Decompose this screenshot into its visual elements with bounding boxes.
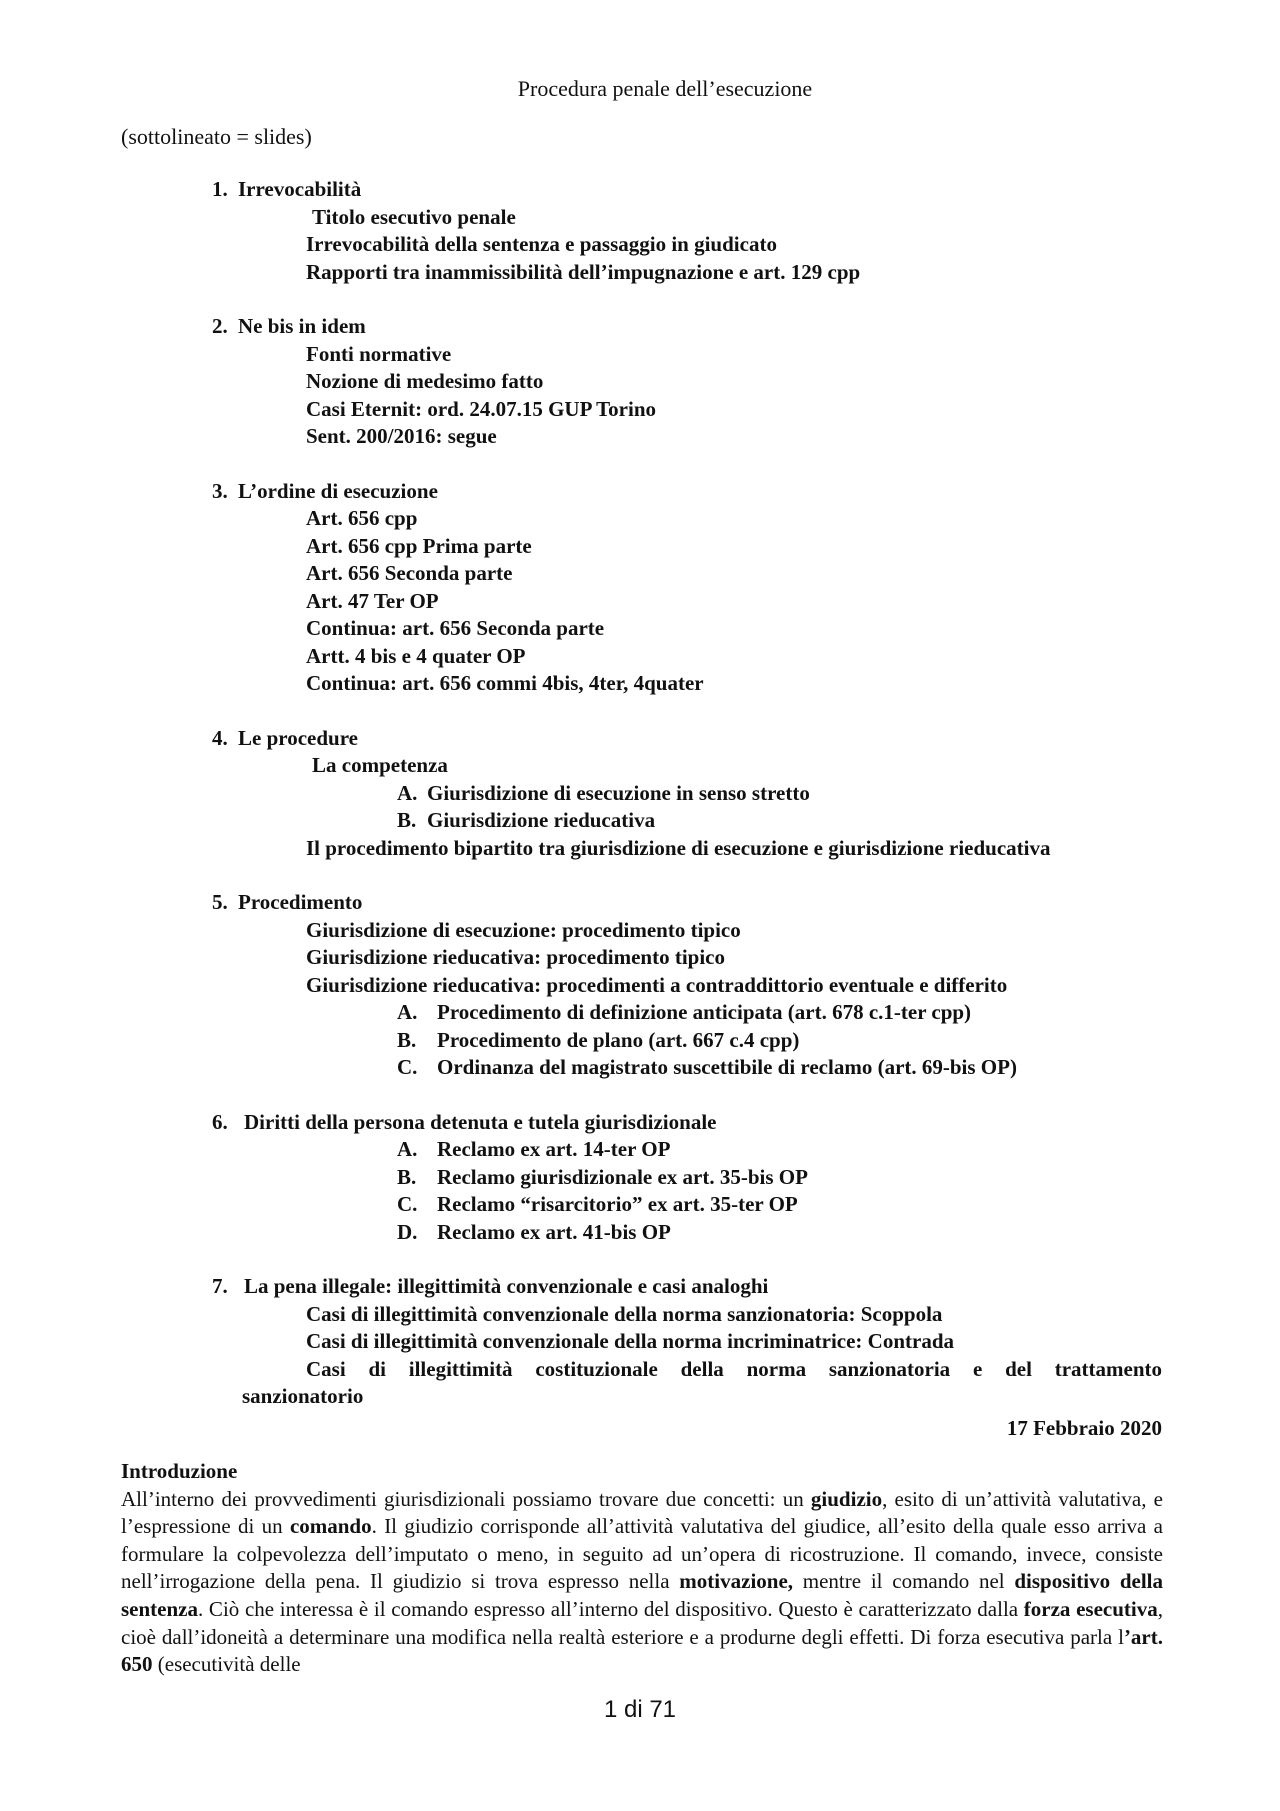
toc-item: Continua: art. 656 commi 4bis, 4ter, 4quater (306, 671, 704, 695)
alpha-letter: D. (397, 1219, 418, 1244)
section-title: Procedimento (238, 890, 363, 914)
toc-item: Il procedimento bipartito tra giurisdizione di esecuzione e giurisdizione rieducativa (306, 835, 1051, 860)
alpha-text: Reclamo “risarcitorio” ex art. 35-ter OP (437, 1192, 798, 1216)
alpha-letter: B. (397, 1164, 417, 1189)
bold-term: comando (289, 1514, 372, 1539)
section-number: 5. (212, 890, 228, 914)
toc-section-2 (212, 313, 1162, 451)
section-number: 2. (212, 314, 228, 338)
toc-item: Casi di illegittimità costituzionale della norma sanzionatoria e del trattamento (306, 1356, 1162, 1381)
alpha-text: Reclamo ex art. 41-bis OP (437, 1219, 671, 1244)
section-heading (212, 1273, 1162, 1301)
alpha-letter: A. (397, 1000, 418, 1024)
toc-item: Giurisdizione di esecuzione: procedimento tipico (306, 917, 741, 942)
text-run: , esito di un’attività valutativa, e l’espressione di un (121, 1486, 1163, 1539)
section-number: 1. (212, 177, 228, 201)
toc-item: Sent. 200/2016: segue (306, 424, 497, 448)
section-title: L’ordine di esecuzione (238, 478, 438, 503)
toc-section-6 (212, 1109, 1162, 1247)
introduction-heading: Introduzione (121, 1459, 238, 1483)
alpha-text: Giurisdizione rieducativa (427, 808, 656, 832)
table-of-contents (212, 176, 1162, 1442)
toc-item: Giurisdizione rieducativa: procedimenti a contraddittorio eventuale e differito (306, 972, 1008, 997)
toc-alpha-item (212, 1054, 1162, 1082)
alpha-letter: B. (397, 1027, 417, 1052)
text-run: . Il giudizio corrisponde all’attività valutativa del giudice, all’esito della quale esso arriva a formulare la colpevolezza dell’imputato o meno, in seguito ad un’opera di ricostruzione. Il comando, invece, consiste nell’irrogazione della pena. Il giudizio si trova espresso nella (121, 1514, 1163, 1594)
toc-item: Artt. 4 bis e 4 quater OP (306, 643, 526, 668)
toc-alpha-item (212, 1027, 1162, 1055)
page-number: 1 di 71 (603, 1696, 677, 1723)
bold-term: forza esecutiva (1023, 1596, 1158, 1621)
toc-item: Casi di illegittimità convenzionale della norma incriminatrice: Contrada (306, 1329, 955, 1353)
alpha-letter: C. (397, 1055, 418, 1079)
section-heading (212, 176, 1162, 204)
toc-item: Irrevocabilità della sentenza e passaggio in giudicato (306, 232, 777, 256)
toc-alpha-item (212, 1191, 1162, 1219)
section-title: Diritti della persona detenuta e tutela giurisdizionale (244, 1109, 717, 1134)
section-heading (212, 313, 1162, 341)
bold-term: motivazione, (679, 1569, 794, 1594)
toc-alpha-item (212, 780, 1162, 808)
text-run: . Ciò che interessa è il comando espresso all’interno del dispositivo. Questo è caratterizzato dalla (198, 1596, 1024, 1621)
section-number: 3. (212, 478, 228, 503)
bold-term: ’art. 650 (121, 1624, 1163, 1677)
toc-alpha-item (212, 807, 1162, 835)
legend-note: (sottolineato = slides) (121, 124, 312, 149)
toc-item: Giurisdizione rieducativa: procedimento tipico (306, 945, 725, 969)
alpha-text: Reclamo giurisdizionale ex art. 35-bis OP (437, 1164, 808, 1189)
bold-term: dispositivo della sentenza (121, 1569, 1163, 1621)
toc-section-1 (212, 176, 1162, 286)
section-number: 4. (212, 725, 228, 750)
document-title-text: Procedura penale dell’esecuzione (517, 76, 813, 101)
toc-section-7 (212, 1273, 1162, 1442)
alpha-letter: B. (397, 808, 417, 832)
text-run: All’interno dei provvedimenti giurisdizionali possiamo trovare due concetti: un (121, 1486, 811, 1511)
section-heading (212, 478, 1162, 506)
toc-item: Titolo esecutivo penale (312, 204, 516, 229)
toc-alpha-item (212, 1136, 1162, 1164)
section-title: Ne bis in idem (238, 314, 366, 338)
document-title (0, 76, 1280, 102)
alpha-text: Reclamo ex art. 14-ter OP (437, 1137, 671, 1161)
toc-item: La competenza (312, 753, 448, 777)
alpha-letter: C. (397, 1192, 418, 1216)
section-heading (212, 889, 1162, 917)
bold-term: giudizio (810, 1486, 883, 1511)
toc-item: Rapporti tra inammissibilità dell’impugnazione e art. 129 cpp (306, 259, 861, 284)
section-title: Irrevocabilità (238, 177, 362, 201)
introduction-paragraph (121, 1486, 1163, 1679)
toc-item-continuation: sanzionatorio (242, 1384, 364, 1408)
toc-alpha-item (212, 1164, 1162, 1192)
section-heading (212, 1109, 1162, 1137)
text-run: (esecutività delle (152, 1652, 301, 1677)
toc-alpha-item (212, 1219, 1162, 1247)
toc-item: Art. 656 cpp Prima parte (306, 533, 532, 558)
alpha-letter: A. (397, 1137, 418, 1161)
toc-item: Casi Eternit: ord. 24.07.15 GUP Torino (306, 396, 657, 421)
section-number: 7. (212, 1274, 228, 1298)
alpha-text: Ordinanza del magistrato suscettibile di reclamo (art. 69-bis OP) (437, 1055, 1017, 1079)
toc-item: Continua: art. 656 Seconda parte (306, 616, 605, 640)
introduction-section (121, 1458, 1163, 1679)
toc-item: Nozione di medesimo fatto (306, 369, 544, 393)
toc-section-3 (212, 478, 1162, 698)
section-number: 6. (212, 1109, 228, 1134)
text-run: , cioè dall’idoneità a determinare una modifica nella realtà esteriore e a produrne degli effetti. Di forza esecutiva parla l (121, 1596, 1163, 1649)
toc-item: Art. 47 Ter OP (306, 588, 439, 613)
toc-alpha-item (212, 999, 1162, 1027)
toc-item: Art. 656 cpp (306, 506, 418, 530)
toc-item: Fonti normative (306, 341, 452, 366)
toc-item: Art. 656 Seconda parte (306, 561, 513, 585)
alpha-text: Procedimento di definizione anticipata (art. 678 c.1-ter cpp) (437, 1000, 972, 1024)
section-title: La pena illegale: illegittimità convenzionale e casi analoghi (244, 1274, 769, 1298)
alpha-letter: A. (397, 780, 418, 805)
toc-item: Casi di illegittimità convenzionale della norma sanzionatoria: Scoppola (306, 1301, 943, 1326)
lecture-date: 17 Febbraio 2020 (1006, 1415, 1162, 1440)
alpha-text: Giurisdizione di esecuzione in senso stretto (427, 780, 810, 805)
toc-section-5 (212, 889, 1162, 1082)
text-run: mentre il comando nel (793, 1569, 1015, 1594)
section-title: Le procedure (238, 725, 358, 750)
section-heading (212, 725, 1162, 753)
toc-section-4 (212, 725, 1162, 863)
alpha-text: Procedimento de plano (art. 667 c.4 cpp) (437, 1027, 800, 1052)
